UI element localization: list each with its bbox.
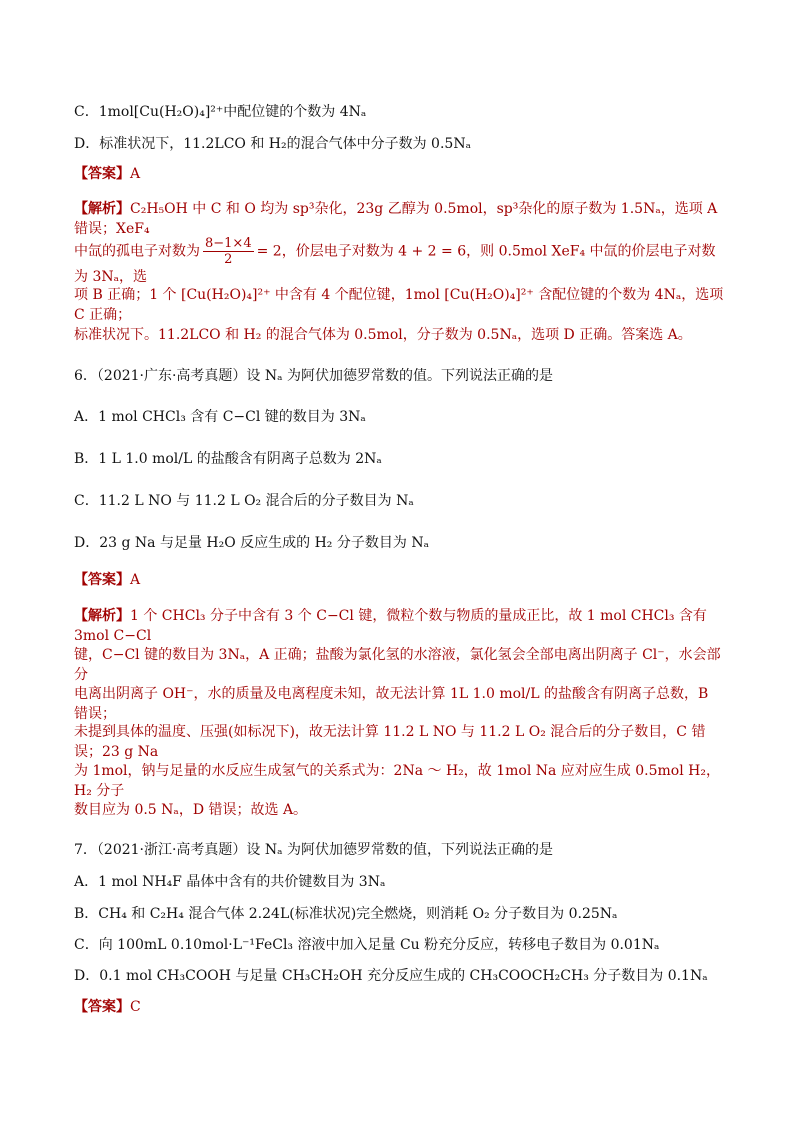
q7-option-c: C．向 100mL 0.10mol·L⁻¹FeCl₃ 溶液中加入足量 Cu 粉充分反应，转移电子数目为 0.01Nₐ	[74, 937, 660, 953]
q7-stem: 7．（2021·浙江·高考真题）设 Nₐ 为阿伏加德罗常数的值，下列说法正确的是	[74, 842, 553, 858]
q6-explanation-line-2: 键，C−Cl 键的数目为 3Nₐ，A 正确；盐酸为氯化氢的水溶液，氯化氢会全部电离出阴离子 Cl⁻，水会部分	[74, 647, 721, 683]
q5-explanation-line-1: 【解析】C₂H₅OH 中 C 和 O 均为 sp³杂化，23g 乙醇为 0.5mol，sp³杂化的原子数为 1.5Nₐ，选项 A 错误；XeF₄	[74, 201, 718, 237]
answer-value: A	[130, 166, 141, 182]
q5-explanation-line-3: 项 B 正确；1 个 [Cu(H₂O)₄]²⁺ 中含有 4 个配位键，1mol [Cu(H₂O)₄]²⁺ 含配位键的个数为 4Nₐ，选项 C 正确；	[74, 287, 724, 323]
q5-option-d: D．标准状况下，11.2LCO 和 H₂的混合气体中分子数为 0.5Nₐ	[74, 136, 471, 152]
q6-explanation-line-6: 数目应为 0.5 Nₐ，D 错误；故选 A。	[74, 802, 308, 818]
explanation-tag: 【解析】	[74, 201, 130, 217]
q6-option-b: B．1 L 1.0 mol/L 的盐酸含有阴离子总数为 2Nₐ	[74, 451, 382, 467]
q7-answer: 【答案】C	[74, 999, 141, 1015]
q5-option-c: C．1mol[Cu(H₂O)₄]²⁺中配位键的个数为 4Nₐ	[74, 104, 367, 120]
q6-answer: 【答案】A	[74, 572, 141, 588]
answer-tag: 【答案】	[74, 166, 130, 182]
q5-explanation-line-4: 标准状况下。11.2LCO 和 H₂ 的混合气体为 0.5mol，分子数为 0.5Nₐ，选项 D 正确。答案选 A。	[74, 327, 692, 343]
q7-option-b: B．CH₄ 和 C₂H₄ 混合气体 2.24L(标准状况)完全燃烧，则消耗 O₂ 分子数目为 0.25Nₐ	[74, 906, 618, 922]
q6-explanation-line-3: 电离出阴离子 OH⁻，水的质量及电离程度未知，故无法计算 1L 1.0 mol/L 的盐酸含有阴离子总数，B 错误；	[74, 686, 709, 722]
q6-explanation-line-4: 未提到具体的温度、压强(如标况下)，故无法计算 11.2 L NO 与 11.2 L O₂ 混合后的分子数目，C 错误；23 g Na	[74, 724, 706, 760]
q6-explanation-line-5: 为 1mol，钠与足量的水反应生成氢气的关系式为：2Na ～ H₂，故 1mol Na 应对应生成 0.5mol H₂，H₂ 分子	[74, 763, 720, 799]
q5-answer	[74, 164, 724, 184]
q6-option-a: A．1 mol CHCl₃ 含有 C−Cl 键的数目为 3Nₐ	[74, 409, 366, 425]
q6-option-d: D．23 g Na 与足量 H₂O 反应生成的 H₂ 分子数目为 Nₐ	[74, 535, 429, 551]
q6-explanation-line-1: 【解析】1 个 CHCl₃ 分子中含有 3 个 C−Cl 键，微粒个数与物质的量成正比，故 1 mol CHCl₃ 含有 3mol C−Cl	[74, 608, 707, 644]
q6-option-c: C．11.2 L NO 与 11.2 L O₂ 混合后的分子数目为 Nₐ	[74, 493, 414, 509]
q7-option-a: A．1 mol NH₄F 晶体中含有的共价键数目为 3Nₐ	[74, 874, 386, 890]
q5-explanation-line-2: 中氙的孤电子对数为 $\frac{8-1\times 4}{2}$ = 2，价层电子对数为 4 + 2 = 6，则 0.5mol XeF₄ 中氙的价层电子对数为 3Nₐ，选	[74, 236, 716, 285]
fraction: $\frac{8-1\times 4}{2}$	[205, 236, 252, 267]
q7-option-d: D．0.1 mol CH₃COOH 与足量 CH₃CH₂OH 充分反应生成的 CH₃COOCH₂CH₃ 分子数目为 0.1Nₐ	[74, 968, 708, 984]
q6-stem: 6．（2021·广东·高考真题）设 Nₐ 为阿伏加德罗常数的值。下列说法正确的是	[74, 368, 553, 384]
